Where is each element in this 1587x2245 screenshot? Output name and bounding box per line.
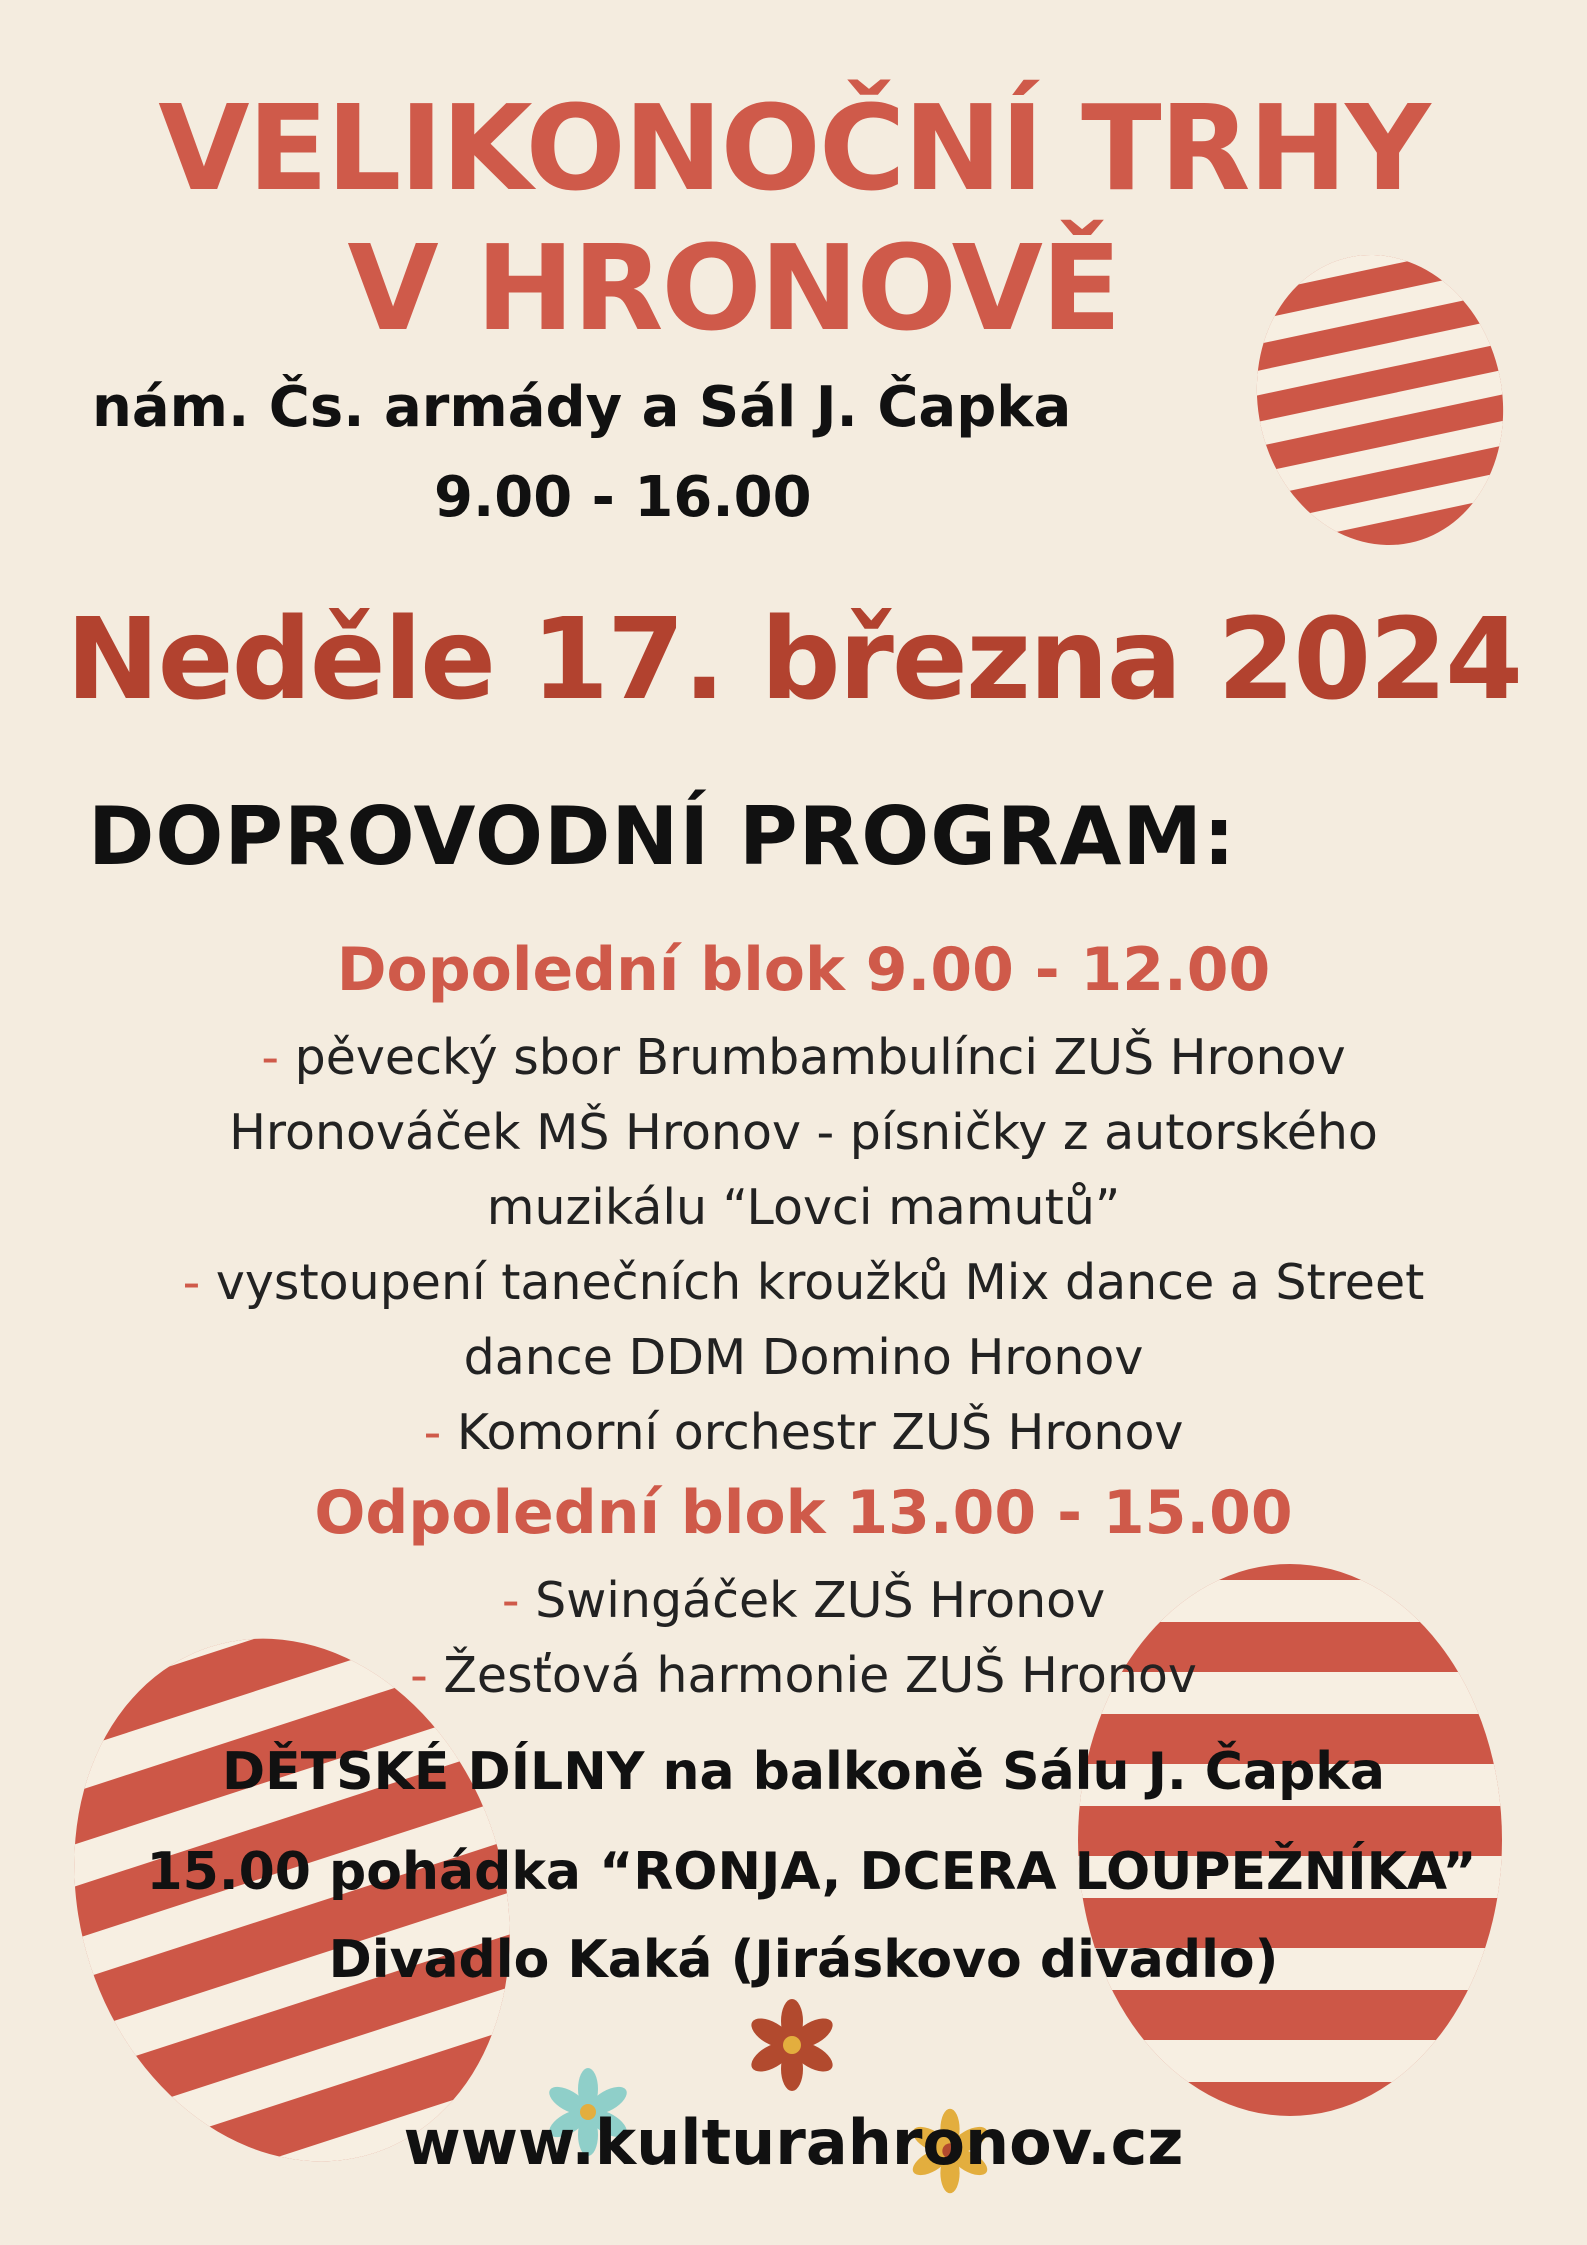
event-date: Neděle 17. března 2024 — [65, 595, 1522, 725]
morning-program-item-text: dance DDM Domino Hronov — [463, 1329, 1144, 1386]
morning-program-item-text: pěvecký sbor Brumbambulínci ZUŠ Hronov — [294, 1029, 1346, 1086]
website-link[interactable]: www.kulturahronov.cz — [403, 2106, 1184, 2179]
list-dash: - — [182, 1254, 216, 1311]
flower-icon-brown — [742, 1995, 842, 2095]
venue-hours: 9.00 - 16.00 — [434, 465, 812, 530]
poster-title-line-2: V HRONOVĚ — [347, 219, 1120, 357]
morning-program-item — [10, 1095, 1587, 1170]
afternoon-block-list — [10, 1563, 1587, 1713]
theatre-line: Divadlo Kaká (Jiráskovo divadlo) — [328, 1930, 1279, 1990]
morning-program-item — [10, 1320, 1587, 1395]
afternoon-program-item-text: Swingáček ZUŠ Hronov — [535, 1572, 1106, 1629]
list-dash: - — [410, 1647, 444, 1704]
morning-program-item — [10, 1170, 1587, 1245]
afternoon-program-item-text: Žesťová harmonie ZUŠ Hronov — [443, 1647, 1197, 1704]
morning-program-item-text: Hronováček MŠ Hronov - písničky z autorského — [229, 1104, 1378, 1161]
morning-program-item-text: muzikálu “Lovci mamutů” — [486, 1179, 1121, 1236]
venue-place: nám. Čs. armády a Sál J. Čapka — [92, 375, 1072, 440]
afternoon-program-item — [10, 1638, 1587, 1713]
morning-program-item-text: vystoupení tanečních kroužků Mix dance a Street — [215, 1254, 1425, 1311]
morning-program-item — [10, 1020, 1587, 1095]
morning-program-item — [10, 1395, 1587, 1470]
list-dash: - — [423, 1404, 457, 1461]
list-dash: - — [501, 1572, 536, 1629]
poster-title-line-1: VELIKONOČNÍ TRHY — [158, 79, 1429, 217]
morning-block-heading: Dopolední blok 9.00 - 12.00 — [336, 935, 1271, 1005]
morning-program-item — [10, 1245, 1587, 1320]
afternoon-block-heading: Odpolední blok 13.00 - 15.00 — [314, 1478, 1293, 1548]
workshops-line: DĚTSKÉ DÍLNY na balkoně Sálu J. Čapka — [222, 1742, 1385, 1802]
list-dash: - — [261, 1029, 295, 1086]
fairytale-line: 15.00 pohádka “RONJA, DCERA LOUPEŽNÍKA” — [146, 1842, 1477, 1902]
afternoon-program-item — [10, 1563, 1587, 1638]
morning-block-list — [10, 1020, 1587, 1470]
program-heading: DOPROVODNÍ PROGRAM: — [88, 790, 1237, 883]
morning-program-item-text: Komorní orchestr ZUŠ Hronov — [456, 1404, 1184, 1461]
